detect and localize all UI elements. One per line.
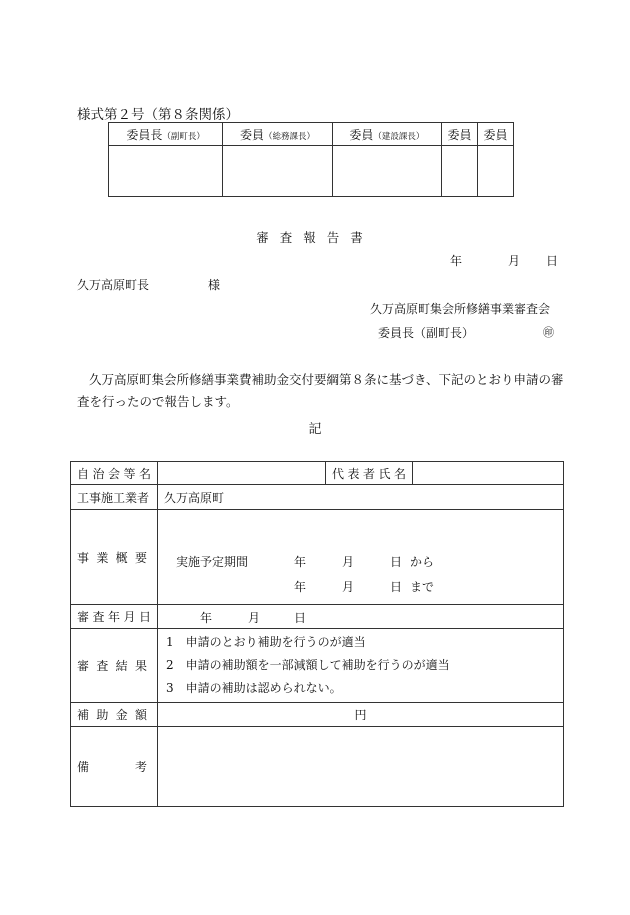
period-to-year: 年 — [294, 580, 307, 594]
summary-field[interactable] — [158, 510, 564, 605]
amount-label: 補 助 金 額 — [71, 703, 158, 727]
committee-header-member-4: 委員 — [477, 123, 513, 146]
seal-mark: ㊞ — [543, 326, 554, 339]
committee-header-member-1: 委員（総務課長） — [223, 123, 332, 146]
period-from-year: 年 — [294, 555, 307, 569]
jichikai-field[interactable] — [158, 462, 326, 485]
document-title: 審査報告書 — [256, 230, 374, 245]
daihyo-label: 代 表 者 氏 名 — [326, 462, 413, 485]
period-from-month: 月 — [342, 555, 355, 569]
summary-label: 事 業 概 要 — [71, 510, 158, 605]
form-number: 様式第２号（第８条関係） — [77, 107, 239, 123]
seal-box-member-1[interactable] — [223, 146, 332, 197]
remarks-label: 備 考 — [71, 727, 158, 807]
committee-seal-table — [108, 122, 514, 197]
addressee-honorific: 様 — [208, 278, 221, 292]
amount-unit: 円 — [354, 708, 367, 722]
review-date-field[interactable] — [158, 605, 564, 629]
seal-box-chair[interactable] — [109, 146, 223, 197]
period-from: から — [410, 555, 435, 569]
body-paragraph: 久万高原町集会所修繕事業費補助金交付要綱第８条に基づき、下記のとおり申請の審査を行ったので報告します。 — [77, 372, 564, 409]
result-label: 審 査 結 果 — [71, 629, 158, 703]
period-from-day: 日 — [390, 555, 403, 569]
ki-heading: 記 — [308, 422, 322, 437]
daihyo-field[interactable] — [413, 462, 564, 485]
seal-box-member-3[interactable] — [442, 146, 478, 197]
remarks-field[interactable] — [158, 727, 564, 807]
jichikai-label: 自 治 会 等 名 — [71, 462, 158, 485]
report-date: 年 月 日 — [450, 254, 559, 268]
result-options[interactable] — [158, 629, 564, 703]
contractor-field[interactable]: 久万高原町 — [158, 485, 564, 510]
result-option-2[interactable]: 2 申請の補助額を一部減額して補助を行うのが適当 — [166, 658, 450, 672]
seal-box-member-2[interactable] — [332, 146, 441, 197]
result-option-3[interactable]: 3 申請の補助は認められない。 — [166, 681, 342, 695]
sender-chair: 委員長（副町長） — [378, 326, 475, 340]
period-to-month: 月 — [342, 580, 355, 594]
result-option-1[interactable]: 1 申請のとおり補助を行うのが適当 — [166, 635, 366, 649]
period-to: まで — [410, 580, 435, 594]
report-table — [70, 461, 564, 807]
sender-organization: 久万高原町集会所修繕事業審査会 — [370, 302, 551, 316]
review-year: 年 — [200, 611, 213, 625]
addressee: 久万高原町長 — [77, 278, 150, 292]
period-label: 実施予定期間 — [176, 555, 249, 569]
review-date-label: 審 査 年 月 日 — [71, 605, 158, 629]
contractor-label: 工事施工業者 — [71, 485, 158, 510]
period-to-day: 日 — [390, 580, 403, 594]
review-month: 月 — [248, 611, 261, 625]
committee-header-member-2: 委員（建設課長） — [332, 123, 441, 146]
amount-field[interactable] — [158, 703, 564, 727]
seal-box-member-4[interactable] — [477, 146, 513, 197]
review-day: 日 — [294, 611, 307, 625]
committee-header-member-3: 委員 — [442, 123, 478, 146]
committee-header-chair: 委員長（副町長） — [109, 123, 223, 146]
